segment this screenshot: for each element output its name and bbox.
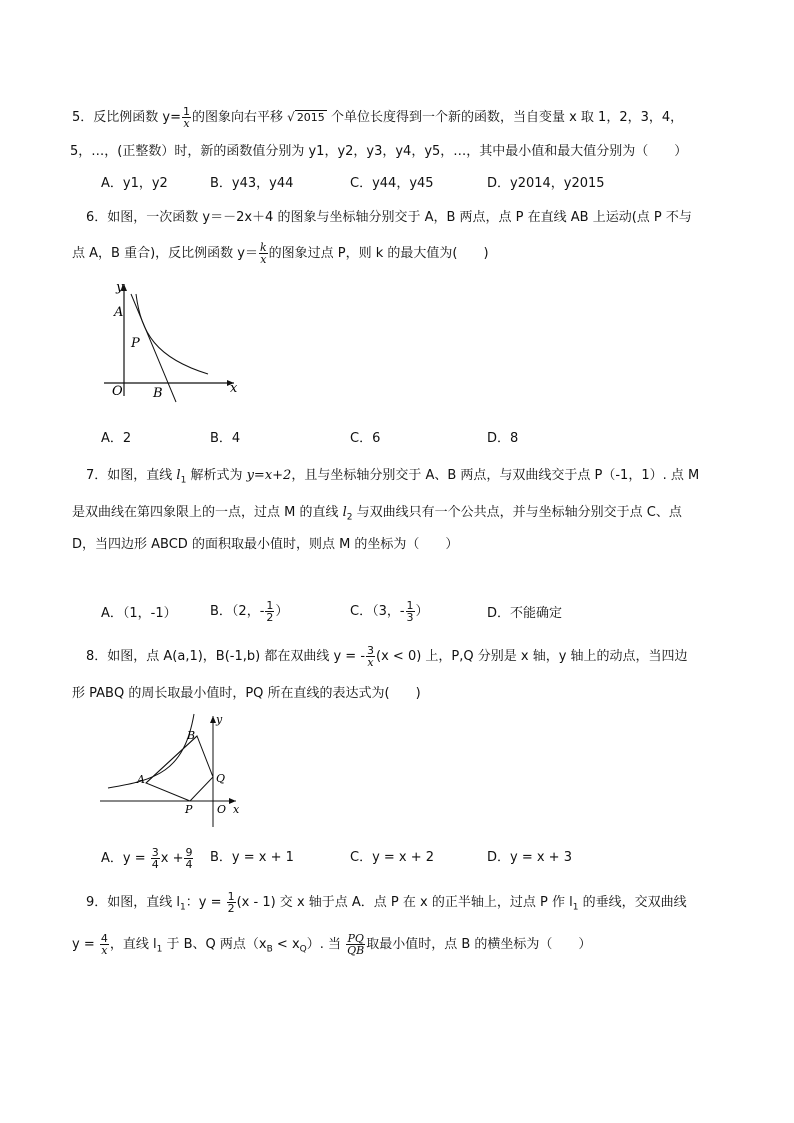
q5-line-2: 5，…，(正整数）时，新的函数值分别为 y1，y2，y3，y4，y5，…，其中最小值和最大值分别为（ ） [70,144,688,159]
q5-option-a: A．y1，y2 [101,176,168,191]
q5-text-c: 个单位长度得到一个新的函数，当自变量 x 取 1，2，3，4， [330,110,684,125]
q5-line-1 [72,106,683,129]
q8-label-q: Q [216,772,226,785]
q6-hyperbola [136,294,208,374]
q8-opta-frac-1 [151,847,160,870]
q7-text-e: 与双曲线只有一个公共点，并与坐标轴分别交于点 C、点 [352,505,682,520]
q6-label-x: x [230,381,238,396]
q6-label-a: A [114,305,124,320]
q6-frac-num: k [259,241,267,254]
q8-label-o: O [217,803,227,816]
q6-line-1: 6．如图，一次函数 y＝－2x＋4 的图象与坐标轴分别交于 A，B 两点，点 P 在直线 AB 上运动(点 P 不与 [86,210,692,225]
q7-l2-sub: 2 [346,512,353,523]
q7-optb-text: B．（2，- [210,604,265,619]
q8-label-p: P [185,803,193,816]
q8-opta-n2: 9 [185,846,193,859]
q7-optc-close: ） [415,604,429,619]
q9-line-1 [86,891,687,918]
q5-option-d: D．y2014，y2015 [487,176,605,191]
q7-text-b: 解析式为 [186,468,247,483]
q8-line-2: 形 PABQ 的周长取最小值时，PQ 所在直线的表达式为( ) [72,686,421,701]
q9-frac-num: 1 [227,890,235,903]
q8-label-x: x [233,803,240,816]
q9-sub-2: 1 [572,902,579,913]
q6-text-a: 点 A，B 重合)，反比例函数 y＝ [72,246,258,261]
q7-l2: l [342,505,347,520]
q9-text-j: 取最小值时，点 B 的横坐标为（ ） [366,937,592,952]
q7-optc-text: C．（3，- [350,604,405,619]
q7-optb-den: 2 [266,611,274,624]
q6-option-c: C．6 [350,431,381,446]
q7-option-d: D．不能确定 [487,606,563,621]
q5-sqrt [287,107,327,128]
q7-optc-frac [406,600,415,623]
q5-text-a: 5．反比例函数 y= [72,110,181,125]
q7-optc-num: 1 [406,599,414,612]
q7-text-a: 7．如图，直线 [86,468,177,483]
q8-label-b: B [187,729,196,742]
q6-label-b: B [153,386,163,401]
q9-text-c: (x - 1) 交 x 轴于点 A．点 P 在 x 的正半轴上，过点 P 作 l [236,895,573,910]
q8-label-y: y [216,713,223,726]
q7-optb-close: ） [275,604,289,619]
q9-frac-den: 2 [227,902,235,915]
q6-frac-den: x [260,253,267,266]
q8-option-a [101,847,194,870]
q8-frac-den: x [367,656,374,669]
q7-optb-num: 1 [266,599,274,612]
q6-line-2 [72,242,489,265]
q5-frac-den: x [183,117,190,130]
q8-segment-ab [146,736,197,783]
q7-l1: l [176,468,181,483]
q6-label-y: y [116,280,124,295]
q6-label-o: O [112,384,123,399]
q8-text-a: 8．如图，点 A(a,1)，B(-1,b) 都在双曲线 y = - [86,649,366,664]
q5-fraction [182,106,191,129]
q8-opta-d1: 4 [151,858,159,871]
q7-option-a: A．（1，-1） [101,606,177,621]
q6-figure [96,278,246,403]
q6-option-b: B．4 [210,431,241,446]
q5-option-c: C．y44，y45 [350,176,434,191]
q9-fraction-1 [227,891,236,914]
q8-opta-text: A．y = [101,851,146,866]
q8-figure [96,712,246,832]
q9-text-f: ，直线 l [109,937,157,952]
q7-option-b [210,600,288,623]
q6-fraction [259,242,268,265]
q8-text-b: (x < 0) 上，P,Q 分别是 x 轴，y 轴上的动点，当四边 [376,649,688,664]
q6-label-p: P [131,336,140,351]
q5-frac-num: 1 [183,105,190,118]
q9-text-d: 的垂线，交双曲线 [578,895,687,910]
q8-opta-mid: x + [160,851,184,866]
q9-line-2 [72,933,591,960]
q9-sub-b: B [266,944,273,955]
q8-quadrilateral [146,736,213,801]
q7-optc-den: 3 [406,611,414,624]
q6-option-d: D．8 [487,431,519,446]
q9-text-i: ）. 当 [306,937,341,952]
q8-label-a: A [137,773,145,786]
q7-line-1 [86,466,699,491]
q5-option-b: B．y43，y44 [210,176,294,191]
q9-frac3-num: PQ [347,932,364,945]
q8-opta-frac-2 [184,847,193,870]
q9-frac2-num: 4 [100,932,108,945]
q7-text-d: 是双曲线在第四象限上的一点，过点 M 的直线 [72,505,343,520]
q5-text-b: 的图象向右平移 [192,110,284,125]
q6-text-b: 的图象过点 P，则 k 的最大值为( ) [268,246,489,261]
q8-option-c: C．y = x + 2 [350,850,435,865]
sqrt-radicand: 2015 [296,111,325,124]
q9-sub-q: Q [299,944,307,955]
q8-line-1 [86,645,688,668]
q8-option-d: D．y = x + 3 [487,850,572,865]
q7-option-c [350,600,429,623]
q9-fraction-2 [100,933,109,956]
q7-line-2 [72,503,682,528]
q9-text-h: < x [272,937,300,952]
q6-option-a: A．2 [101,431,132,446]
q9-text-b: ：y = [185,895,222,910]
q7-optb-frac [265,600,274,623]
q9-fraction-3 [346,933,365,956]
q8-option-b: B．y = x + 1 [210,850,294,865]
sqrt-sign: √ [287,110,295,124]
q9-sub-1: 1 [180,902,186,913]
q7-expr: y=x+2 [246,468,292,483]
q8-opta-n1: 3 [151,846,159,859]
q9-text-e: y = [72,937,95,952]
q9-sub-3: 1 [156,944,163,955]
q7-text-c: ，且与坐标轴分别交于 A、B 两点，与双曲线交于点 P（-1，1）. 点 M [291,468,700,483]
q8-fraction [366,645,375,668]
q8-frac-num: 3 [367,644,375,657]
q7-l1-sub: 1 [180,475,187,486]
q9-text-g: 于 B、Q 两点（x [162,937,267,952]
q9-text-a: 9．如图，直线 l [86,895,181,910]
q8-opta-d2: 4 [185,858,193,871]
q9-frac3-den: QB [347,944,365,957]
q9-frac2-den: x [101,944,108,957]
q7-line-3: D，当四边形 ABCD 的面积取最小值时，则点 M 的坐标为（ ） [72,537,459,552]
